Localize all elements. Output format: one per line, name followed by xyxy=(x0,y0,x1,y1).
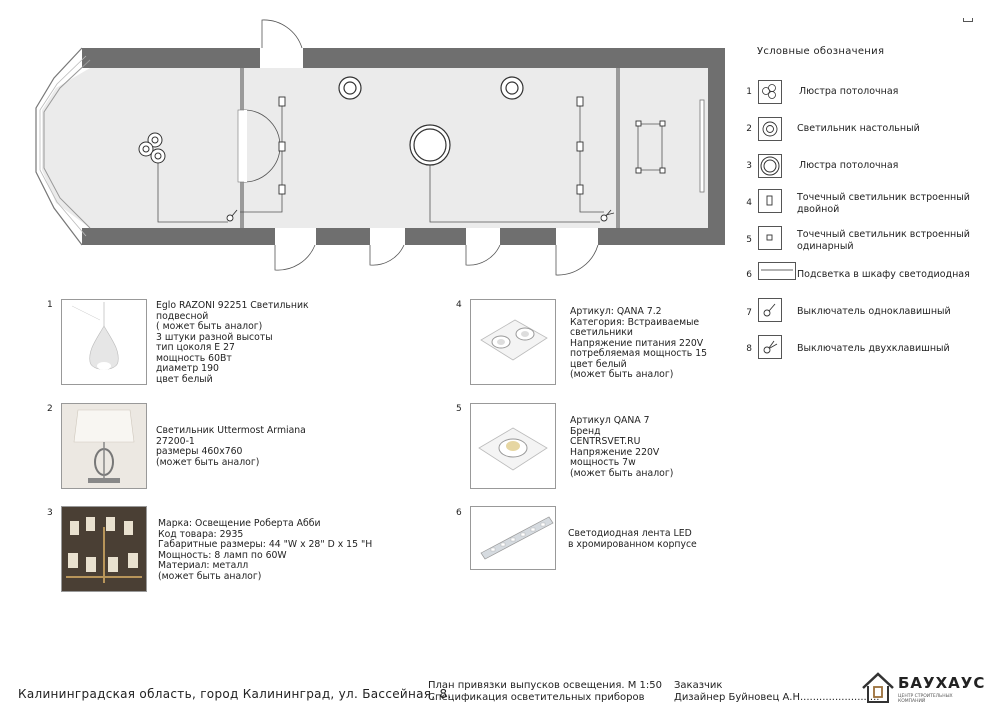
logo-name: БАУХАУС xyxy=(898,674,986,692)
plan-subtitle: Спецификация осветительных приборов xyxy=(428,692,645,703)
legend-num: 2 xyxy=(746,124,752,134)
legend-num: 4 xyxy=(746,198,752,208)
company-logo xyxy=(860,670,986,710)
legend-num: 1 xyxy=(746,87,752,97)
legend-label: Выключатель одноклавишный xyxy=(797,306,951,317)
double-spotlight-icon xyxy=(758,189,782,213)
legend xyxy=(742,78,982,378)
spec-num: 1 xyxy=(47,300,53,310)
legend-num: 6 xyxy=(746,270,752,280)
wall-top-2 xyxy=(303,48,607,68)
single-switch-icon xyxy=(758,298,782,322)
legend-num: 7 xyxy=(746,308,752,318)
spec-text: Eglo RAZONI 92251 Светильник подвесной ( может быть аналог) 3 штуки разной высоты тип цоколя Е 27 мощность 60Вт диаметр 190 цвет белый xyxy=(156,300,309,385)
customer-label: Заказчик xyxy=(674,680,723,691)
legend-label: Люстра потолочная xyxy=(799,86,899,97)
legend-label: Подсветка в шкафу светодиодная xyxy=(797,269,970,280)
legend-label: Точечный светильник встроенный одинарный xyxy=(797,229,970,252)
wall-bottom-4 xyxy=(500,228,556,245)
spec-text: Артикул QANA 7 Бренд CENTRSVET.RU Напряжение 220V мощность 7w (может быть аналог) xyxy=(570,415,674,479)
legend-num: 8 xyxy=(746,344,752,354)
spec-num: 2 xyxy=(47,404,53,414)
spec-image-double-spot xyxy=(470,299,556,385)
spec-image-single-spot xyxy=(470,403,556,489)
legend-title: Условные обозначения xyxy=(757,46,885,57)
legend-label: Выключатель двухклавишный xyxy=(797,343,950,354)
spec-text: Артикул: QANA 7.2 Категория: Встраиваемые светильники Напряжение питания 220V потребляемая мощность 15 цвет белый (может быть аналог) xyxy=(570,306,708,380)
legend-label: Точечный светильник встроенный двойной xyxy=(797,192,970,215)
wall-bottom-1 xyxy=(82,228,275,245)
legend-label: Светильник настольный xyxy=(797,123,920,134)
chandelier-icon xyxy=(758,80,782,104)
spec-num: 6 xyxy=(456,508,462,518)
spec-image-led-strip xyxy=(470,506,556,570)
house-logo-icon xyxy=(860,670,896,706)
wall-top-3 xyxy=(607,48,725,68)
wall-bottom-2 xyxy=(316,228,370,245)
spec-image-table-lamp xyxy=(61,403,147,489)
floor-plan xyxy=(0,0,740,290)
spec-text: Марка: Освещение Роберта Абби Код товара: 2935 Габаритные размеры: 44 "W x 28" D x 15 "H Мощность: 8 ламп по 60W Материал: металл (может быть аналог) xyxy=(158,518,373,582)
spec-num: 4 xyxy=(456,300,462,310)
wall-right xyxy=(708,48,725,245)
ceiling-lamp-icon xyxy=(758,154,782,178)
single-spotlight-icon xyxy=(758,226,782,250)
logo-subtitle: ЦЕНТР СТРОИТЕЛЬНЫХ КОМПАНИЙ xyxy=(898,694,953,704)
project-address: Калининградская область, город Калининград, ул. Бассейная, 8. xyxy=(18,687,452,701)
legend-num: 5 xyxy=(746,235,752,245)
wall-bottom-3 xyxy=(405,228,466,245)
spec-image-chandelier xyxy=(61,506,147,592)
spec-num: 5 xyxy=(456,404,462,414)
spec-image-pendant xyxy=(61,299,147,385)
legend-label: Люстра потолочная xyxy=(799,160,899,171)
legend-num: 3 xyxy=(746,161,752,171)
designer-label: Дизайнер Буйновец А.Н......................... xyxy=(674,692,880,703)
wall-bottom-5 xyxy=(598,228,725,245)
plan-title: План привязки выпусков освещения. М 1:50 xyxy=(428,680,662,691)
spec-text: Светодиодная лента LED в хромированном корпусе xyxy=(568,528,697,550)
table-lamp-icon xyxy=(758,117,782,141)
corner-mark xyxy=(963,18,973,22)
spec-text: Светильник Uttermost Armiana 27200-1 размеры 460x760 (может быть аналог) xyxy=(156,425,306,468)
wall-top-1 xyxy=(82,48,260,68)
spec-num: 3 xyxy=(47,508,53,518)
double-switch-icon xyxy=(758,335,782,359)
floor-right-room xyxy=(620,68,708,228)
led-strip-icon xyxy=(758,262,796,280)
